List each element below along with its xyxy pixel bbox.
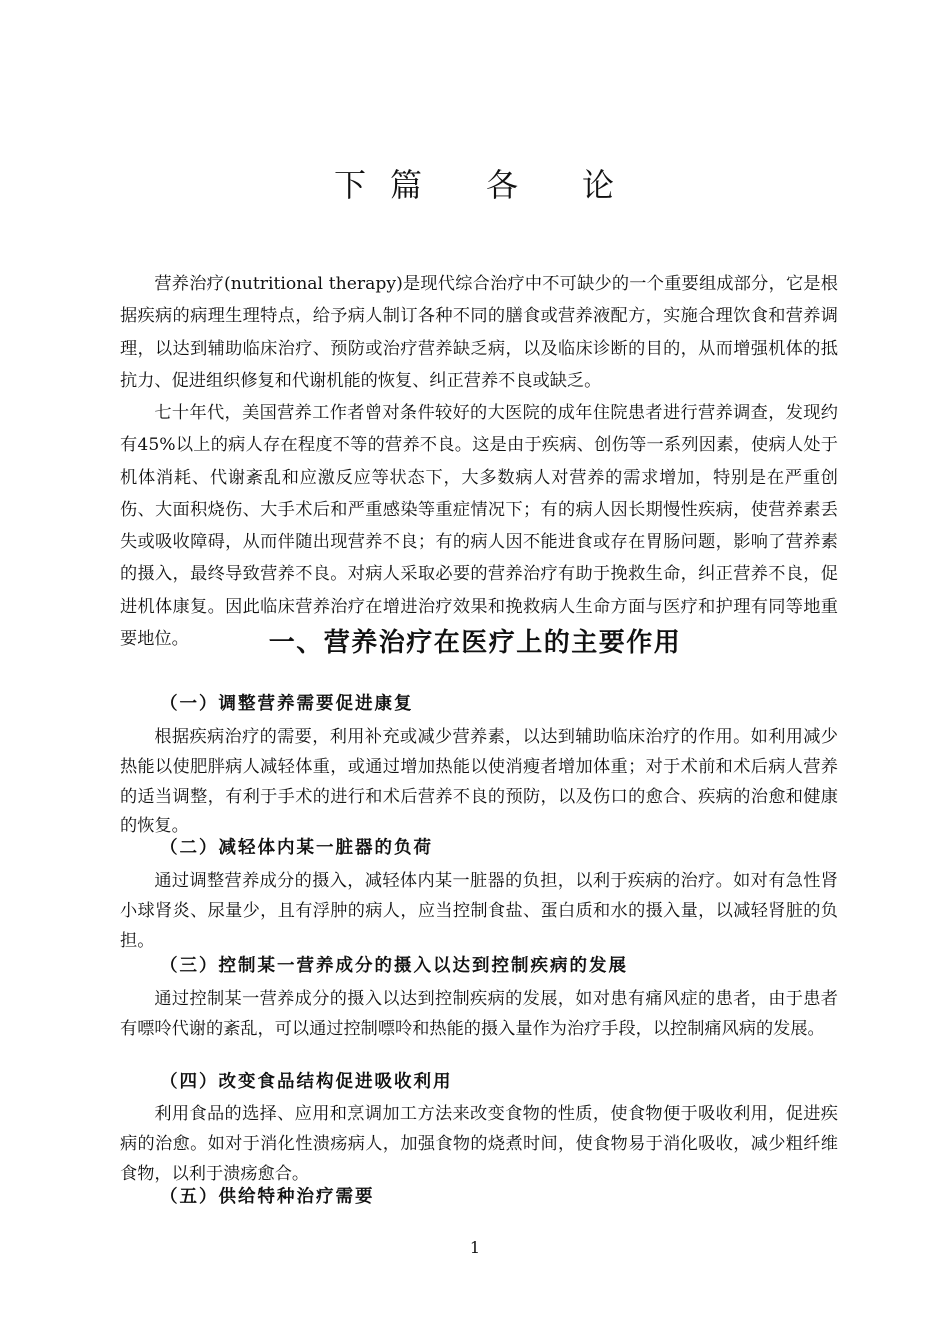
subsection-heading-1: （一）调整营养需要促进康复: [160, 694, 414, 714]
subsection-heading-4: （四）改变食品结构促进吸收利用: [160, 1072, 453, 1092]
subsection-heading-5: （五）供给特种治疗需要: [160, 1187, 375, 1207]
subsection-text-2: 通过调整营养成分的摄入，减轻体内某一脏器的负担，以利于疾病的治疗。如对有急性肾小球肾炎、尿量少，且有浮肿的病人，应当控制食盐、蛋白质和水的摄入量，以减轻肾脏的负担。: [120, 871, 838, 951]
subsection-text-4: 利用食品的选择、应用和烹调加工方法来改变食物的性质，使食物便于吸收利用，促进疾病的治愈。如对于消化性溃疡病人，加强食物的烧煮时间，使食物易于消化吸收，减少粗纤维食物，以利于溃疡愈合。: [120, 1104, 838, 1184]
subsection-heading-2: （二）减轻体内某一脏器的负荷: [160, 838, 433, 858]
intro-paragraph-1: 营养治疗(nutritional therapy)是现代综合治疗中不可缺少的一个重要组成部分，它是根据疾病的病理生理特点，给予病人制订各种不同的膳食或营养液配方，实施合理饮食和营养调理，以达到辅助临床治疗、预防或治疗营养缺乏病，以及临床诊断的目的，从而增强机体的抵抗力、促进组织修复和代谢机能的恢复、纠正营养不良或缺乏。: [120, 274, 838, 391]
title-char: 各: [486, 166, 521, 204]
section-heading: 一、营养治疗在医疗上的主要作用: [268, 628, 682, 658]
title-char: 下: [333, 166, 368, 204]
intro-paragraph-2: 七十年代，美国营养工作者曾对条件较好的大医院的成年住院患者进行营养调查，发现约有45%以上的病人存在程度不等的营养不良。这是由于疾病、创伤等一系列因素，使病人处于机体消耗、代谢紊乱和应激反应等状态下，大多数病人对营养的需求增加，特别是在严重创伤、大面积烧伤、大手术后和严重感染等重症情况下；有的病人因长期慢性疾病，使营养素丢失或吸收障碍，从而伴随出现营养不良；有的病人因不能进食或存在胃肠问题，影响了营养素的摄入，最终导致营养不良。对病人采取必要的营养治疗有助于挽救生命，纠正营养不良，促进机体康复。因此临床营养治疗在增进治疗效果和挽救病人生命方面与医疗和护理有同等地重要地位。: [120, 403, 838, 650]
page-number: 1: [469, 1238, 481, 1257]
subsection-text-1: 根据疾病治疗的需要，利用补充或减少营养素，以达到辅助临床治疗的作用。如利用减少热能以使肥胖病人减轻体重，或通过增加热能以使消瘦者增加体重；对于术前和术后病人营养的适当调整，有利于手术的进行和术后营养不良的预防，以及伤口的愈合、疾病的治愈和健康的恢复。: [120, 727, 838, 837]
subsection-heading-3: （三）控制某一营养成分的摄入以达到控制疾病的发展: [160, 956, 628, 976]
title-char: 论: [582, 166, 617, 204]
subsection-text-3: 通过控制某一营养成分的摄入以达到控制疾病的发展，如对患有痛风症的患者，由于患者有嘌呤代谢的紊乱，可以通过控制嘌呤和热能的摄入量作为治疗手段，以控制痛风病的发展。: [120, 989, 838, 1039]
page-title: [0, 160, 950, 206]
title-char: 篇: [389, 166, 424, 204]
